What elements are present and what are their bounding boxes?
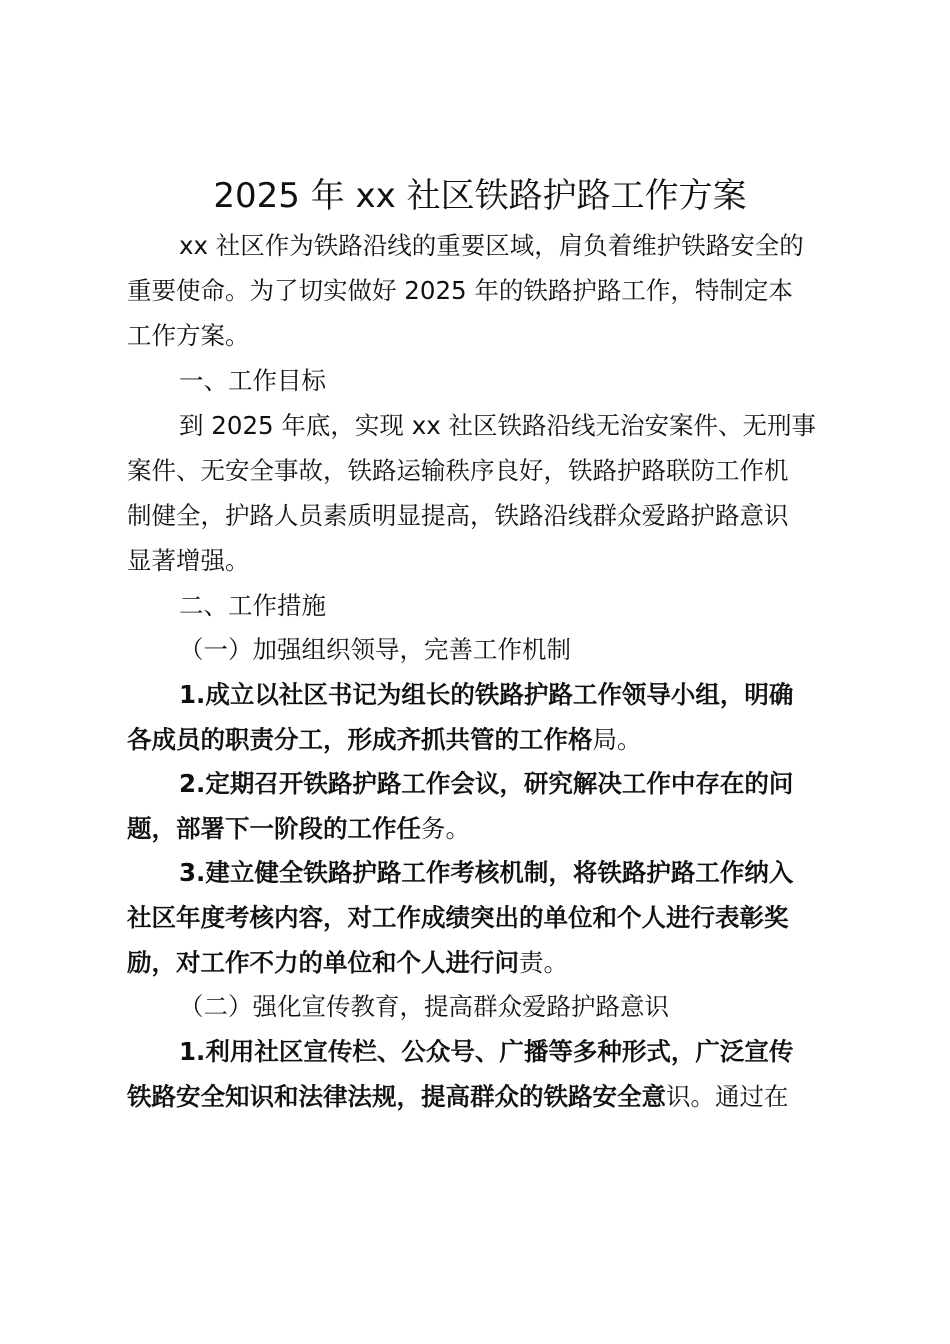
item1-line-2 <box>127 723 642 757</box>
item2-line-2 <box>127 812 470 846</box>
intro-line-2: 重要使命。为了切实做好 2025 年的铁路护路工作，特制定本 <box>127 276 793 305</box>
sub1-heading: （一）加强组织领导，完善工作机制 <box>179 635 571 664</box>
item1-line-2-bold: 各成员的职责分工，形成齐抓共管的工作格 <box>127 725 593 754</box>
item4-line-1: 1.利用社区宣传栏、公众号、广播等多种形式，广泛宣传 <box>179 1037 794 1066</box>
item4-line-2-bold: 铁路安全知识和法律法规，提高群众的铁路安全意 <box>127 1082 666 1111</box>
item3-line-3-bold: 励，对工作不力的单位和个人进行问 <box>127 948 519 977</box>
section1-body-line-1: 到 2025 年底，实现 xx 社区铁路沿线无治安案件、无刑事 <box>179 411 816 440</box>
intro-line-3: 工作方案。 <box>127 321 250 350</box>
section2-heading: 二、工作措施 <box>179 591 326 620</box>
sub2-heading: （二）强化宣传教育，提高群众爱路护路意识 <box>179 992 669 1021</box>
intro-line-1: xx 社区作为铁路沿线的重要区域，肩负着维护铁路安全的 <box>179 231 804 260</box>
item1-line-1: 1.成立以社区书记为组长的铁路护路工作领导小组，明确 <box>179 680 794 709</box>
document-title: 2025 年 xx 社区铁路护路工作方案 <box>213 176 747 216</box>
item3-line-1: 3.建立健全铁路护路工作考核机制，将铁路护路工作纳入 <box>179 858 794 887</box>
item3-line-2: 社区年度考核内容，对工作成绩突出的单位和个人进行表彰奖 <box>127 903 789 932</box>
item4-line-2-normal: 识。通过在 <box>666 1082 789 1111</box>
item3-line-3 <box>127 946 568 980</box>
section1-heading: 一、工作目标 <box>179 366 326 395</box>
item2-line-2-normal: 务。 <box>421 814 470 843</box>
item2-line-2-bold: 题，部署下一阶段的工作任 <box>127 814 421 843</box>
section1-body-line-3: 制健全，护路人员素质明显提高，铁路沿线群众爱路护路意识 <box>127 501 789 530</box>
item3-line-3-normal: 责。 <box>519 948 568 977</box>
section1-body-line-2: 案件、无安全事故，铁路运输秩序良好，铁路护路联防工作机 <box>127 456 789 485</box>
section1-body-line-4: 显著增强。 <box>127 546 250 575</box>
item2-line-1: 2.定期召开铁路护路工作会议，研究解决工作中存在的问 <box>179 769 794 798</box>
item1-line-2-normal: 局。 <box>592 725 642 754</box>
item4-line-2 <box>127 1080 789 1114</box>
